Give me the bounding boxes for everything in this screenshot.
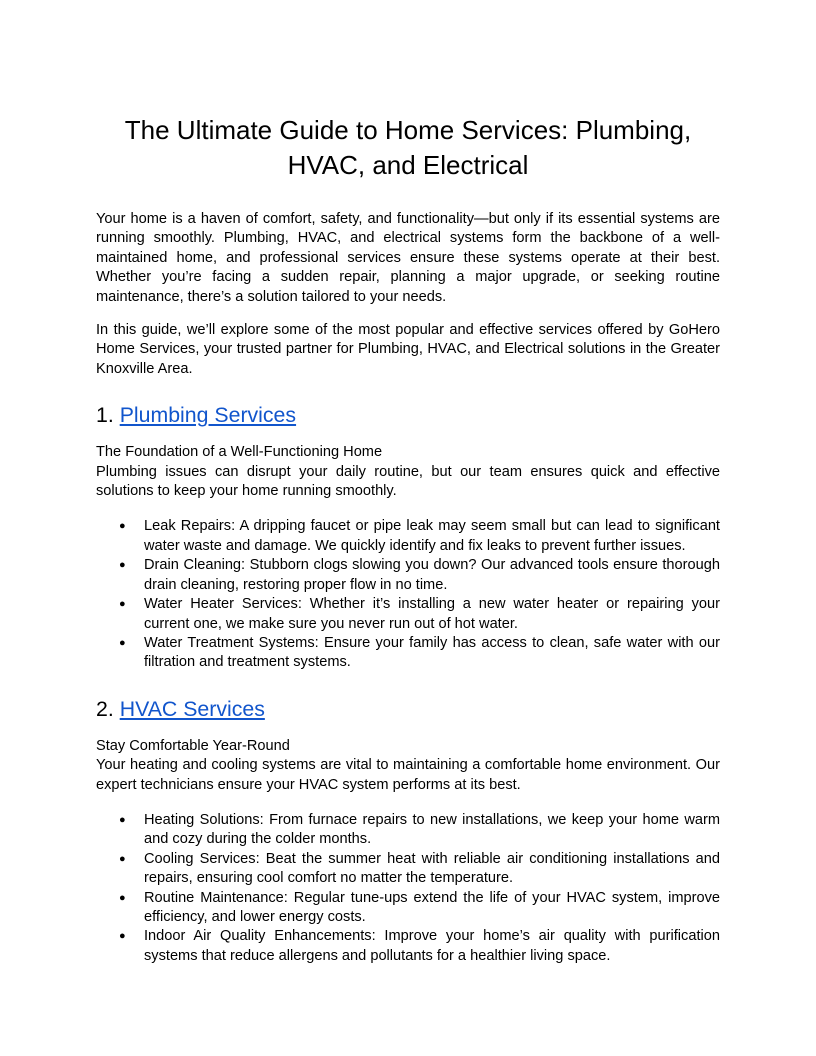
section-description: Plumbing issues can disrupt your daily routine, but our team ensures quick and effective solutions to keep your home running smoothly.: [96, 463, 720, 500]
section-subtitle: The Foundation of a Well-Functioning Home: [96, 444, 383, 461]
section-subtitle: Stay Comfortable Year-Round: [96, 737, 290, 754]
list-item: [96, 556, 720, 595]
bullet-icon: ●: [119, 930, 126, 943]
section-number: 2.: [96, 696, 114, 721]
list-item-text: Water Treatment Systems: Ensure your family has access to clean, safe water with our filtration and treatment systems.: [144, 634, 720, 671]
list-item-text: Cooling Services: Beat the summer heat with reliable air conditioning installations and repairs, ensuring cool comfort no matter the temperature.: [144, 850, 720, 887]
bullet-icon: ●: [119, 520, 126, 533]
bullet-icon: ●: [119, 852, 126, 865]
list-item: [96, 811, 720, 850]
bullet-icon: ●: [119, 891, 126, 904]
bullet-icon: ●: [119, 598, 126, 611]
list-item-text: Water Heater Services: Whether it’s installing a new water heater or repairing your current one, we make sure you never run out of hot water.: [144, 596, 720, 632]
section-heading-hvac: [96, 696, 720, 723]
section-heading-plumbing: [96, 402, 720, 429]
section-intro-plumbing: [96, 443, 720, 501]
section-number: 1.: [96, 403, 114, 428]
plumbing-bullet-list: [96, 517, 720, 672]
list-item: [96, 595, 720, 634]
list-item: [96, 634, 720, 673]
bullet-icon: ●: [119, 559, 126, 572]
list-item-text: Routine Maintenance: Regular tune-ups extend the life of your HVAC system, improve efficiency, and lower energy costs.: [144, 889, 720, 925]
list-item-text: Heating Solutions: From furnace repairs to new installations, we keep your home warm and cozy during the colder months.: [144, 811, 720, 848]
plumbing-services-link[interactable]: Plumbing Services: [119, 403, 297, 428]
list-item: [96, 927, 720, 966]
list-item: [96, 889, 720, 928]
list-item: [96, 517, 720, 556]
list-item: [96, 850, 720, 889]
list-item-text: Drain Cleaning: Stubborn clogs slowing you down? Our advanced tools ensure thorough drain cleaning, restoring proper flow in no time.: [144, 557, 720, 593]
section-intro-hvac: [96, 737, 720, 795]
hvac-bullet-list: [96, 811, 720, 966]
bullet-icon: ●: [119, 636, 126, 649]
bullet-icon: ●: [119, 813, 126, 826]
intro-paragraph-2: In this guide, we’ll explore some of the most popular and effective services offered by GoHero Home Services, your trusted partner for Plumbing, HVAC, and Electrical solutions in the Greater Knoxville Area.: [96, 322, 720, 377]
list-item-text: Indoor Air Quality Enhancements: Improve your home’s air quality with purification systems that reduce allergens and pollutants for a healthier living space.: [144, 928, 720, 964]
page-title: The Ultimate Guide to Home Services: Plumbing, HVAC, and Electrical: [124, 115, 692, 180]
section-description: Your heating and cooling systems are vital to maintaining a comfortable home environment. Our expert technicians ensure your HVAC system performs at its best.: [96, 757, 720, 793]
list-item-text: Leak Repairs: A dripping faucet or pipe leak may seem small but can lead to significant water waste and damage. We quickly identify and fix leaks to prevent further issues.: [144, 518, 720, 554]
document-page: [96, 113, 720, 989]
intro-paragraph-1: Your home is a haven of comfort, safety, and functionality—but only if its essential systems are running smoothly. Plumbing, HVAC, and electrical systems form the backbone of a well-maintained home, and professional services ensure these systems operate at their best. Whether you’re facing a sudden repair, planning a major upgrade, or seeking routine maintenance, there’s a solution tailored to your needs.: [96, 211, 720, 305]
hvac-services-link[interactable]: HVAC Services: [119, 696, 265, 721]
